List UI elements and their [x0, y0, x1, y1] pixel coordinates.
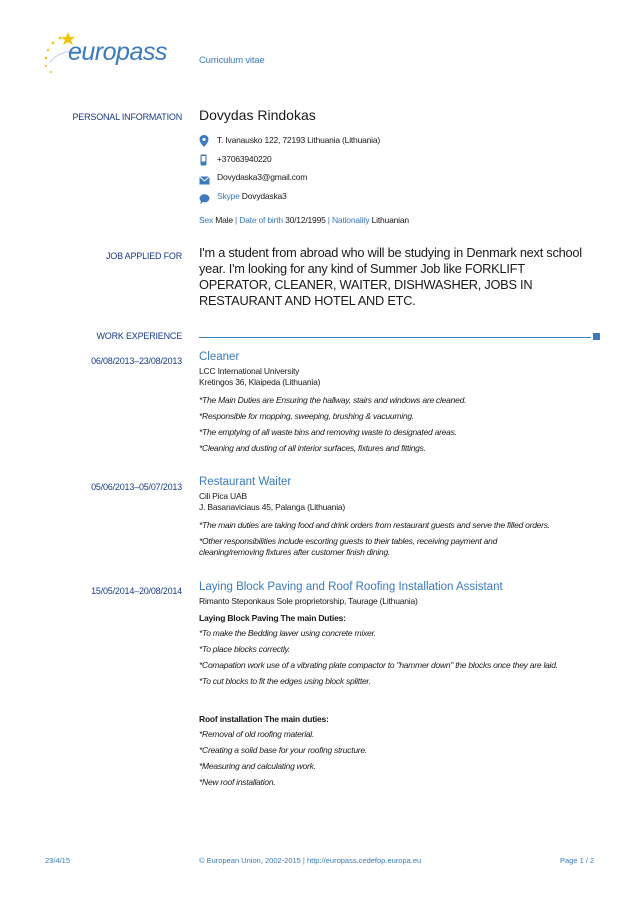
section-label-personal: PERSONAL INFORMATION — [72, 112, 182, 122]
sex-label: Sex — [199, 215, 214, 225]
separator: | — [235, 215, 238, 225]
duty-item: *The main duties are taking food and drink orders from restaurant guests and serve the filled orders. — [199, 520, 550, 530]
duty-item: *The emptying of all waste bins and removing waste to designated areas. — [199, 427, 457, 437]
section-label-job-applied: JOB APPLIED FOR — [105, 251, 182, 261]
paving-heading: Laying Block Paving The main Duties: — [199, 613, 346, 623]
personal-details-row — [199, 215, 409, 226]
job-applied-text: I'm a student from abroad who will be studying in Denmark next school year. I'm looking for any kind of Summer Job like FORKLIFT OPERATOR, CLEANER, WAITER, DISHWASHER, JOBS IN RESTAURANT AND HOTEL AND ETC. — [199, 245, 582, 308]
footer-page-number: Page 1 / 2 — [560, 856, 595, 865]
envelope-icon — [199, 172, 209, 182]
duty-item: *Cleaning and dusting of all interior surfaces, fixtures and fittings. — [199, 443, 426, 453]
doc-title: Curriculum vitae — [199, 55, 265, 66]
skype-value: Dovydaska3 — [241, 191, 287, 201]
section-label-work: WORK EXPERIENCE — [96, 331, 182, 341]
entry-employer: Rimanto Steponkaus Sole proprietorship, Taurage (Lithuania) — [199, 596, 418, 606]
footer-copyright[interactable]: © European Union, 2002-2015 | http://europass.cedefop.europa.eu — [199, 856, 422, 865]
address-text: T. Ivanausko 122, 72193 Lithuania (Lithuania) — [217, 135, 381, 145]
separator: | — [327, 215, 330, 225]
duty-item: *Measuring and calculating work. — [199, 761, 316, 771]
mobile-phone-icon — [199, 153, 209, 163]
dob-value: 30/12/1995 — [285, 215, 326, 225]
footer-date: 23/4/15 — [45, 856, 71, 865]
candidate-name: Dovydas Rindokas — [199, 107, 316, 123]
duty-item: *To cut blocks to fit the edges using block splitter. — [199, 676, 371, 686]
duty-item: *To place blocks correctly. — [199, 644, 291, 654]
europass-logo — [38, 28, 198, 78]
sex-value: Male — [215, 215, 233, 225]
nationality-label: Nationality — [331, 215, 370, 225]
phone-text: +37063940220 — [217, 154, 272, 164]
work-entry — [199, 581, 609, 788]
skype-label: Skype — [217, 191, 240, 201]
skype-row — [217, 191, 287, 201]
duty-item: *Removal of old roofing material. — [199, 729, 315, 739]
logo-wordmark: europass — [68, 38, 167, 66]
duty-item: *Creating a solid base for your roofing structure. — [199, 745, 367, 755]
location-icon — [199, 134, 209, 144]
section-divider — [199, 337, 591, 338]
chat-bubble-icon — [199, 191, 209, 201]
roof-heading: Roof installation The main duties: — [199, 714, 329, 724]
entry-employer: LCC International University — [199, 366, 300, 376]
section-divider-square — [593, 333, 600, 340]
entry-dates: 05/06/2013–05/07/2013 — [91, 482, 182, 492]
duty-item: *Responsible for mopping, sweeping, brushing & vacuuming. — [199, 411, 414, 421]
entry-title: Laying Block Paving and Roof Roofing Installation Assistant — [199, 581, 503, 593]
work-entry — [199, 351, 609, 454]
work-entry — [199, 476, 609, 558]
entry-address: Kretingos 36, Klaipeda (Lithuania) — [199, 377, 321, 387]
nationality-value: Lithuanian — [371, 215, 409, 225]
email-text[interactable]: Dovydaska3@gmail.com — [217, 172, 308, 182]
duty-item: *Other responsibilities include escorting guests to their tables, receiving payment and cleaning/removing fixtures after customer finish dining. — [199, 536, 498, 557]
duty-item: *Comapation work use of a vibrating plate compactor to "hammer down" the blocks once they are laid. — [199, 660, 558, 670]
entry-employer: Cili Pica UAB — [199, 491, 247, 501]
entry-dates: 15/05/2014–20/08/2014 — [91, 586, 182, 596]
dob-label: Date of birth — [239, 215, 283, 225]
entry-dates: 06/08/2013–23/08/2013 — [91, 356, 182, 366]
duty-item: *To make the Bedding lawer using concrete mixer. — [199, 628, 376, 638]
entry-address: J. Basanaviciaus 45, Palanga (Lithuania) — [199, 502, 346, 512]
entry-title: Restaurant Waiter — [199, 476, 292, 488]
duty-item: *The Main Duties are Ensuring the hallway, stairs and windows are cleaned. — [199, 395, 467, 405]
entry-title: Cleaner — [199, 351, 240, 363]
duty-item: *New roof installation. — [199, 777, 276, 787]
